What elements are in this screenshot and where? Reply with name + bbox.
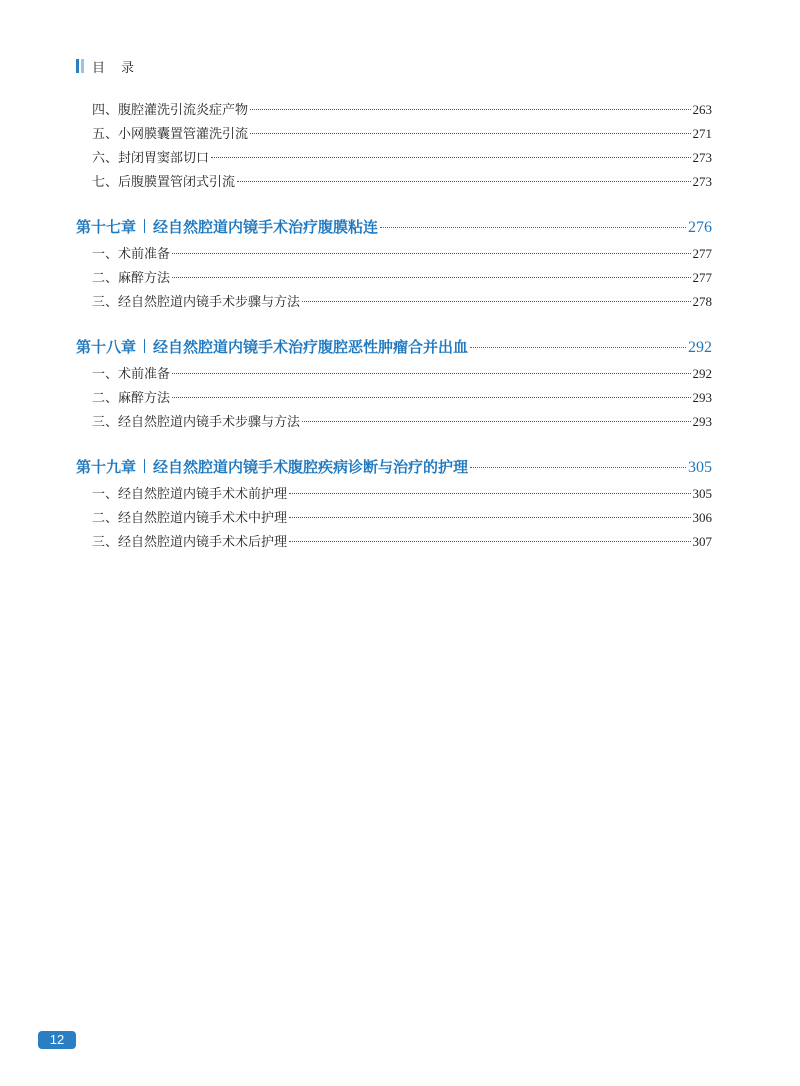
toc-entry[interactable] (76, 170, 712, 194)
chapter-title: 经自然腔道内镜手术腹腔疾病诊断与治疗的护理 (153, 458, 469, 476)
toc-entry[interactable] (76, 98, 712, 122)
toc-entry-label: 三、经自然腔道内镜手术术后护理 (92, 535, 288, 550)
chapter-heading-18[interactable] (76, 332, 712, 362)
toc-entry-label: 六、封闭胃窦部切口 (92, 151, 210, 166)
chapter-page: 305 (688, 459, 712, 476)
chapter-separator (144, 459, 145, 473)
chapter-number: 第十七章 (76, 218, 137, 236)
dot-leader (289, 517, 690, 518)
toc-entry[interactable] (76, 146, 712, 170)
dot-leader (172, 397, 690, 398)
chapter-separator (144, 339, 145, 353)
toc-entry-page: 306 (692, 510, 712, 525)
toc-entry-label: 二、经自然腔道内镜手术术中护理 (92, 511, 288, 526)
toc-entry[interactable] (76, 362, 712, 386)
chapter-title: 经自然腔道内镜手术治疗腹膜粘连 (153, 218, 379, 236)
toc-entry-label: 三、经自然腔道内镜手术步骤与方法 (92, 415, 301, 430)
dot-leader (237, 181, 690, 182)
chapter-number: 第十九章 (76, 458, 137, 476)
toc-entry[interactable] (76, 482, 712, 506)
header-title: 目录 (92, 60, 151, 76)
dot-leader (380, 227, 686, 228)
dot-leader (172, 373, 690, 374)
dot-leader (250, 109, 690, 110)
toc-entry-label: 一、经自然腔道内镜手术术前护理 (92, 487, 288, 502)
toc-entry-page: 273 (692, 150, 712, 165)
toc-entry[interactable] (76, 122, 712, 146)
toc-entry-page: 263 (692, 102, 712, 117)
toc-entry-label: 一、术前准备 (92, 367, 171, 382)
toc-entry-label: 一、术前准备 (92, 247, 171, 262)
dot-leader (302, 421, 690, 422)
toc-entry-page: 273 (692, 174, 712, 189)
toc-entry[interactable] (76, 410, 712, 434)
chapter-number: 第十八章 (76, 338, 137, 356)
toc-entry-page: 277 (692, 270, 712, 285)
toc-entry-label: 三、经自然腔道内镜手术步骤与方法 (92, 295, 301, 310)
toc-entry-label: 二、麻醉方法 (92, 391, 171, 406)
dot-leader (289, 493, 690, 494)
toc-entry[interactable] (76, 506, 712, 530)
toc-entry-label: 二、麻醉方法 (92, 271, 171, 286)
chapter-page: 292 (688, 339, 712, 356)
toc-entry-page: 293 (692, 390, 712, 405)
toc-entry-label: 七、后腹膜置管闭式引流 (92, 175, 236, 190)
chapter-heading-19[interactable] (76, 452, 712, 482)
chapter-separator (144, 219, 145, 233)
dot-leader (470, 347, 686, 348)
toc-entry-page: 305 (692, 486, 712, 501)
toc-entry-page: 277 (692, 246, 712, 261)
header-bars-icon (76, 59, 84, 73)
dot-leader (172, 253, 690, 254)
toc-entry-page: 292 (692, 366, 712, 381)
chapter-title: 经自然腔道内镜手术治疗腹腔恶性肿瘤合并出血 (153, 338, 469, 356)
toc-entry[interactable] (76, 266, 712, 290)
page-number-badge: 12 (38, 1031, 76, 1049)
dot-leader (470, 467, 686, 468)
dot-leader (289, 541, 690, 542)
dot-leader (302, 301, 690, 302)
dot-leader (211, 157, 690, 158)
toc-entry-label: 四、腹腔灌洗引流炎症产物 (92, 103, 249, 118)
running-header (76, 56, 150, 76)
chapter-page: 276 (688, 219, 712, 236)
toc-entry[interactable] (76, 530, 712, 554)
toc-entry-label: 五、小网膜囊置管灌洗引流 (92, 127, 249, 142)
toc-entry-page: 271 (692, 126, 712, 141)
toc-entry-page: 307 (692, 534, 712, 549)
table-of-contents (76, 98, 712, 554)
toc-entry-page: 293 (692, 414, 712, 429)
chapter-heading-17[interactable] (76, 212, 712, 242)
toc-entry[interactable] (76, 386, 712, 410)
dot-leader (172, 277, 690, 278)
toc-entry-page: 278 (692, 294, 712, 309)
dot-leader (250, 133, 690, 134)
toc-entry[interactable] (76, 242, 712, 266)
toc-entry[interactable] (76, 290, 712, 314)
